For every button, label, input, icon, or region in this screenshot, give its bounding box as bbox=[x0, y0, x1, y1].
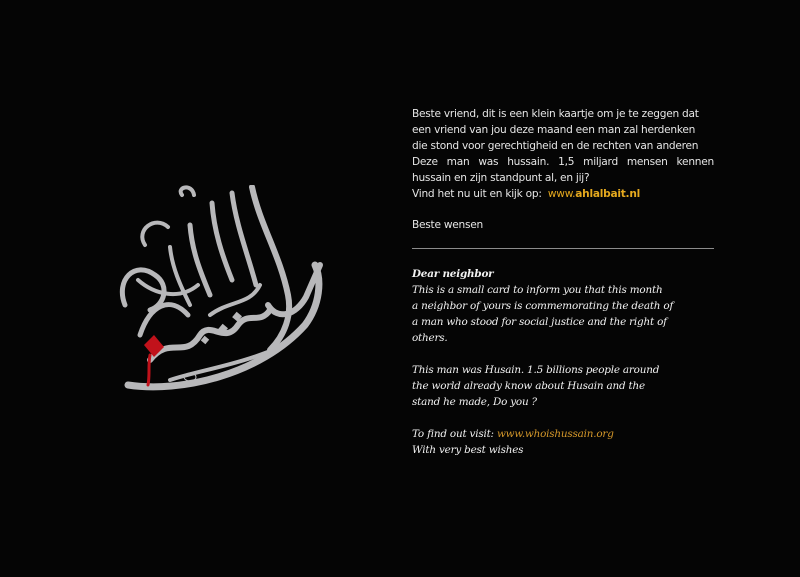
english-p1-line-3: a man who stood for social justice and the right of bbox=[412, 316, 667, 328]
calligraphy-artwork bbox=[110, 185, 330, 400]
english-title: Dear neighbor bbox=[412, 268, 494, 280]
english-p1-line-4: others. bbox=[412, 332, 448, 344]
english-p2-line-2: the world already know about Husain and the bbox=[412, 380, 645, 392]
dutch-line-1: Beste vriend, dit is een klein kaartje om je te zeggen dat bbox=[412, 108, 699, 120]
english-p1-line-1: This is a small card to inform you that this month bbox=[412, 284, 663, 296]
dutch-visit-line bbox=[412, 186, 714, 202]
english-message bbox=[412, 266, 732, 458]
dutch-line-3: die stond voor gerechtigheid en de rechten van anderen bbox=[412, 140, 699, 152]
divider bbox=[412, 248, 714, 249]
dutch-visit-prefix: Vind het nu uit en kijk op: bbox=[412, 188, 542, 200]
ahlalbait-link[interactable]: www.ahlalbait.nl bbox=[547, 188, 641, 200]
dutch-line-5: hussain en zijn standpunt al, en jij? bbox=[412, 172, 590, 184]
whoishussain-link[interactable]: www.whoishussain.org bbox=[496, 428, 614, 440]
english-p2-line-3: stand he made, Do you ? bbox=[412, 396, 537, 408]
spacer bbox=[412, 410, 732, 426]
english-closing: With very best wishes bbox=[412, 444, 524, 456]
english-visit-line bbox=[412, 426, 732, 442]
english-p2-line-1: This man was Husain. 1.5 billions people around bbox=[412, 364, 660, 376]
english-visit-prefix: To find out visit: bbox=[412, 428, 494, 440]
dutch-line-4: Deze man was hussain. 1,5 miljard mensen kennen bbox=[412, 156, 714, 168]
dutch-line-2: een vriend van jou deze maand een man zal herdenken bbox=[412, 124, 696, 136]
english-p1-line-2: a neighbor of yours is commemorating the death of bbox=[412, 300, 674, 312]
spacer bbox=[412, 346, 732, 362]
dutch-closing: Beste wensen bbox=[412, 219, 483, 231]
dutch-message bbox=[412, 106, 714, 202]
